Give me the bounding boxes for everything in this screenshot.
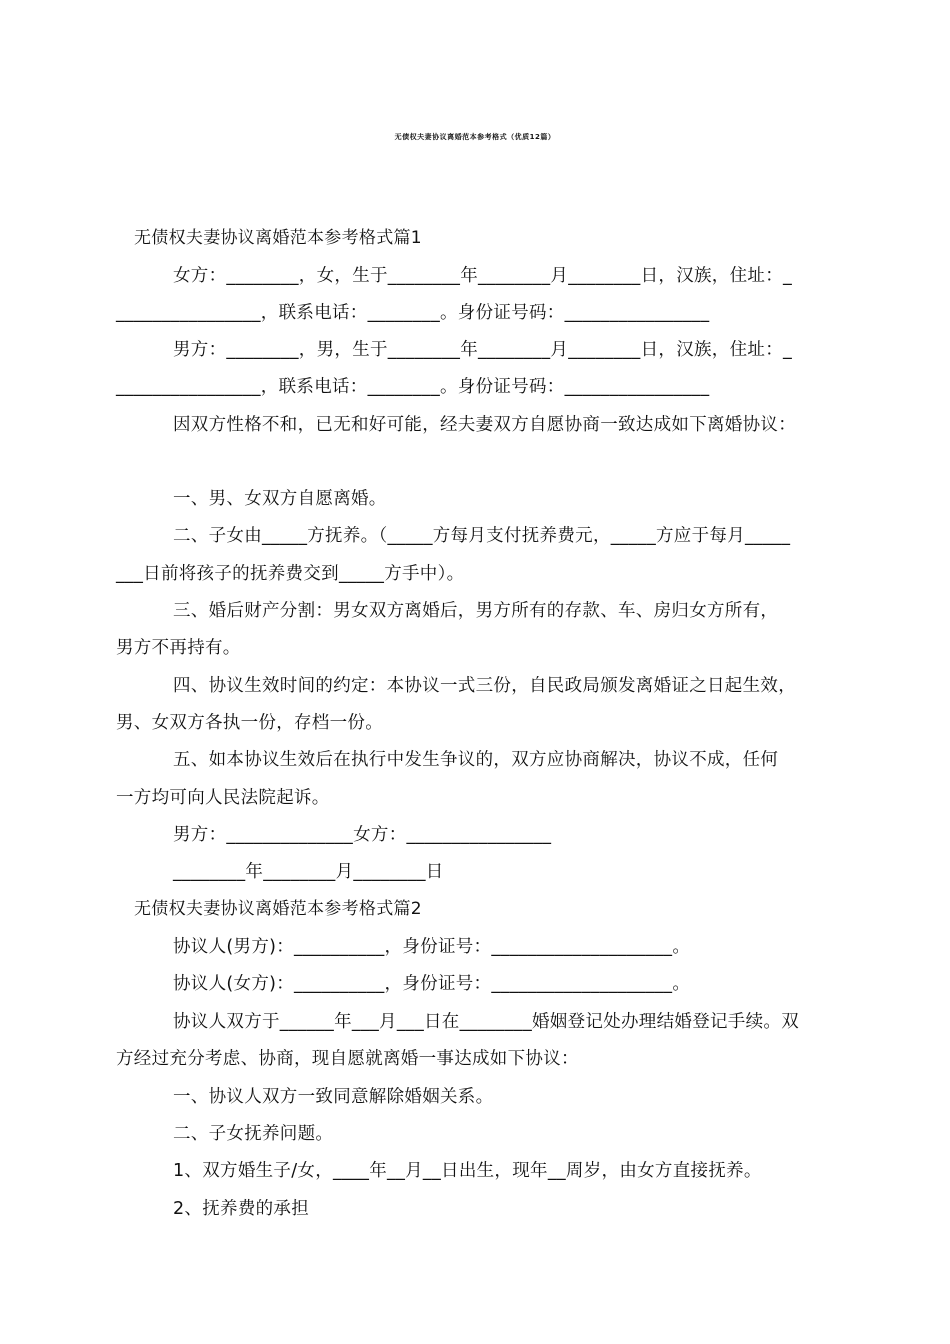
paragraph-line: 方经过充分考虑、协商，现自愿就离婚一事达成如下协议： [116,1049,579,1069]
paragraph-line: 女方：________，女，生于________年________月________日，汉族，住址：_ [173,266,793,286]
paragraph-line: 1、双方婚生子/女，____年__月__日出生，现年__周岁，由女方直接抚养。 [173,1161,762,1181]
paragraph-line: 一、协议人双方一致同意解除婚姻关系。 [173,1087,494,1107]
paragraph-line: 协议人(女方)：__________，身份证号：____________________。 [173,974,691,994]
section-heading-2: 无债权夫妻协议离婚范本参考格式篇2 [134,899,422,919]
paragraph-line: 男方：________，男，生于________年________月________日，汉族，住址：_ [173,340,793,360]
paragraph-line: 二、子女抚养问题。 [173,1124,334,1144]
date-line: ________年________月________日 [173,862,444,882]
paragraph-line: ________________，联系电话：________。身份证号码：________________ [116,303,710,323]
section-heading-1: 无债权夫妻协议离婚范本参考格式篇1 [134,228,422,248]
paragraph-line: 一方均可向人民法院起诉。 [116,788,330,808]
document-title: 无债权夫妻协议离婚范本参考格式（优质12篇） [394,133,556,141]
paragraph-line: ________________，联系电话：________。身份证号码：________________ [116,377,710,397]
paragraph-line: 一、男、女双方自愿离婚。 [173,489,387,509]
paragraph-line: 三、婚后财产分割：男女双方离婚后，男方所有的存款、车、房归女方所有， [173,601,779,621]
paragraph-line: 二、子女由_____方抚养。（_____方每月支付抚养费元，_____方应于每月_____ [173,526,791,546]
paragraph-line: 协议人(男方)：__________，身份证号：____________________。 [173,937,691,957]
paragraph-line: 五、如本协议生效后在执行中发生争议的，双方应协商解决，协议不成，任何 [173,750,779,770]
paragraph-line: 协议人双方于______年___月___日在________婚姻登记处办理结婚登记手续。双 [173,1012,799,1032]
signature-line: 男方：______________女方：________________ [173,825,552,845]
paragraph-line: 因双方性格不和，已无和好可能，经夫妻双方自愿协商一致达成如下离婚协议： [173,415,796,435]
paragraph-line: 四、协议生效时间的约定：本协议一式三份，自民政局颁发离婚证之日起生效， [173,676,796,696]
paragraph-line: 2、抚养费的承担 [173,1199,310,1219]
paragraph-line: 男方不再持有。 [116,638,241,658]
paragraph-line: ___日前将孩子的抚养费交到_____方手中）。 [116,564,465,584]
paragraph-line: 男、女双方各执一份，存档一份。 [116,713,383,733]
